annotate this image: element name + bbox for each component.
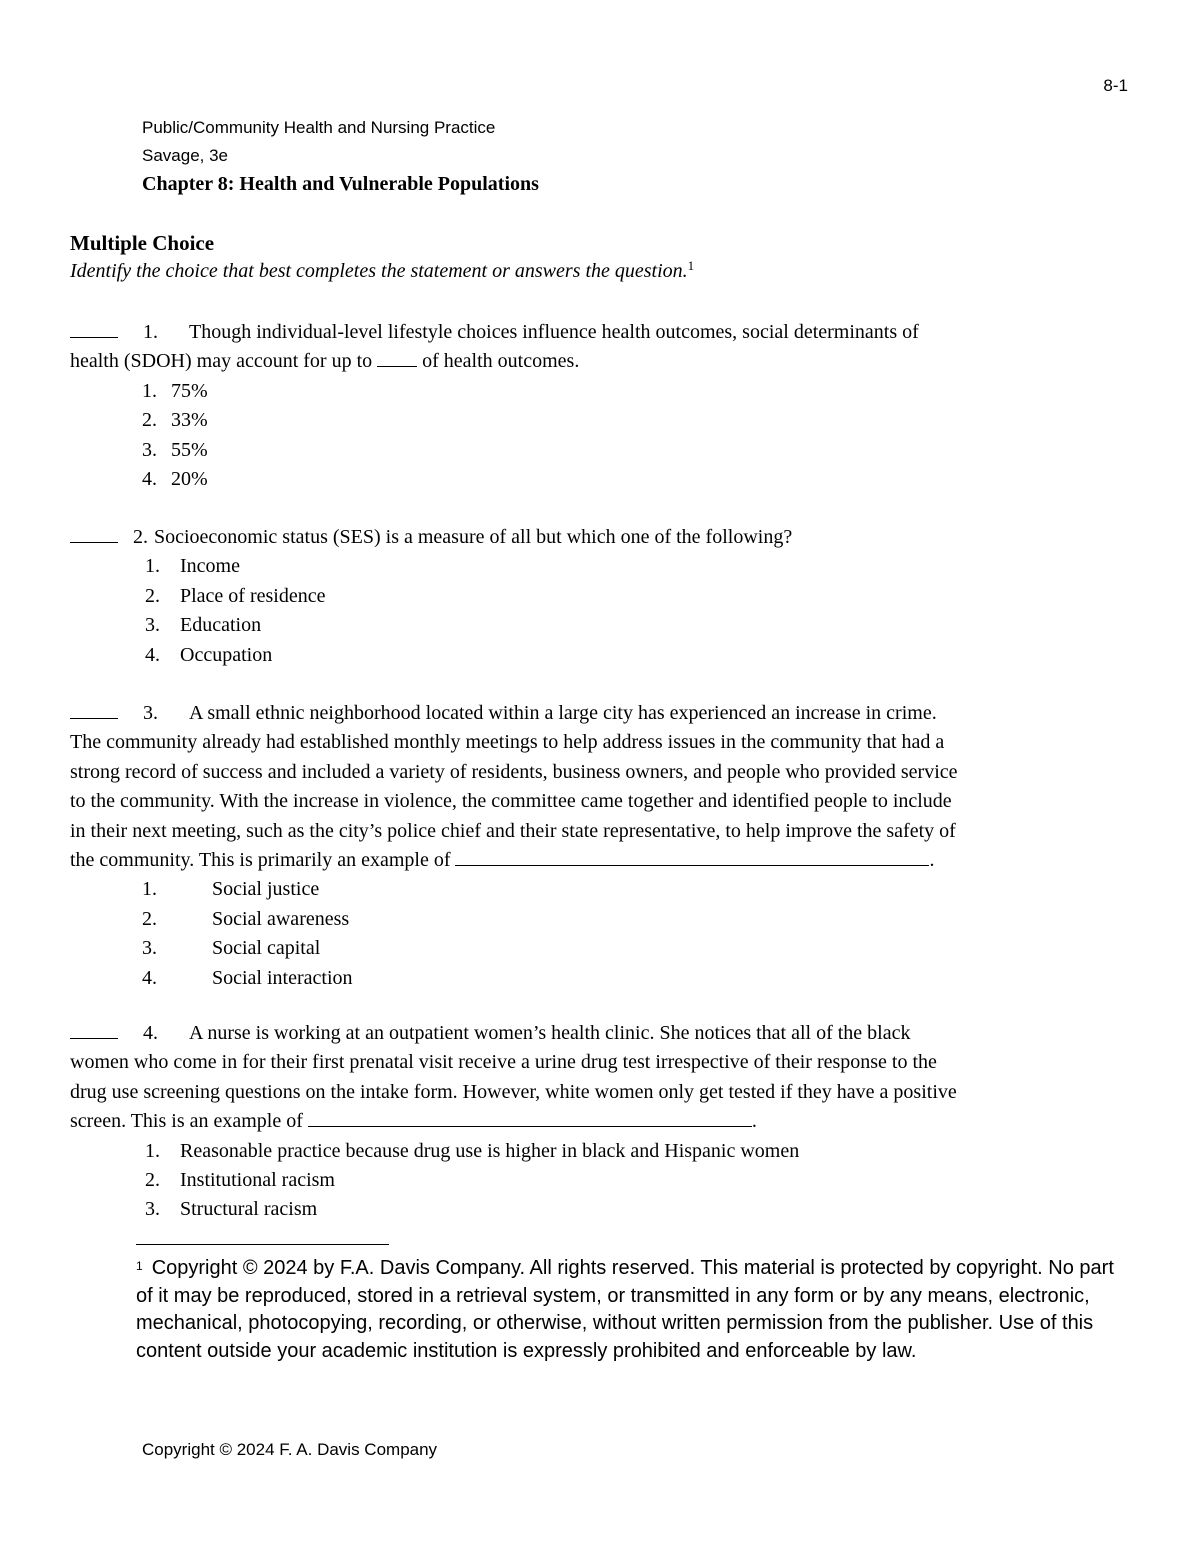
option-list	[70, 875, 1130, 993]
option[interactable]	[70, 964, 1130, 993]
option-text: Structural racism	[180, 1198, 318, 1221]
chapter-title: Chapter 8: Health and Vulnerable Populations	[142, 173, 539, 195]
question-stem: the community. This is primarily an example of	[70, 848, 451, 871]
option-number: 2.	[142, 409, 157, 432]
option-number: 3.	[145, 1198, 160, 1221]
option-text: Institutional racism	[180, 1168, 335, 1191]
option-text: Education	[180, 614, 262, 637]
question-stem: in their next meeting, such as the city’s police chief and their state representative, to help improve the safety of	[70, 819, 956, 842]
option[interactable]	[70, 641, 1130, 670]
course-title: Public/Community Health and Nursing Practice	[142, 118, 496, 137]
answer-blank[interactable]	[70, 1019, 118, 1039]
option-text: Income	[180, 555, 240, 578]
option[interactable]	[70, 582, 1130, 611]
question-number: 4.	[143, 1022, 158, 1044]
option-number: 1.	[142, 878, 157, 901]
option-text: Social justice	[212, 878, 320, 901]
option[interactable]	[70, 1137, 1130, 1166]
question-stem: drug use screening questions on the intake form. However, white women only get tested if they have a positive	[70, 1080, 957, 1103]
option-text: Place of residence	[180, 584, 326, 607]
question-stem: A nurse is working at an outpatient women’s health clinic. She notices that all of the black	[189, 1022, 911, 1044]
section-title: Multiple Choice	[70, 231, 215, 255]
option-list	[70, 1137, 1130, 1225]
question-4	[70, 1019, 1130, 1225]
option[interactable]	[70, 377, 1130, 406]
question-stem: A small ethnic neighborhood located within a large city has experienced an increase in crime.	[189, 702, 937, 724]
option-text: 33%	[171, 409, 208, 432]
question-stem: screen. This is an example of	[70, 1110, 303, 1133]
question-stem: strong record of success and included a variety of residents, business owners, and people who provided service	[70, 760, 958, 783]
answer-blank[interactable]	[70, 318, 118, 338]
question-stem: to the community. With the increase in violence, the committee came together and identified people to include	[70, 790, 952, 813]
option-number: 1.	[145, 1139, 160, 1162]
option[interactable]	[70, 552, 1130, 581]
footnote	[136, 1253, 1126, 1365]
option-number: 3.	[142, 438, 157, 461]
option[interactable]	[70, 905, 1130, 934]
period: .	[929, 848, 935, 871]
option[interactable]	[70, 1166, 1130, 1195]
page-number: 8-1	[1103, 76, 1128, 95]
option-number: 3.	[145, 614, 160, 637]
option[interactable]	[70, 875, 1130, 904]
question-number: 1.	[143, 321, 158, 343]
question-number: 3.	[143, 702, 158, 724]
question-stem: Though individual-level lifestyle choices influence health outcomes, social determinants of	[189, 321, 919, 343]
question-stem: of health outcomes.	[422, 350, 580, 373]
option-number: 4.	[142, 467, 157, 490]
option-text: Social interaction	[212, 966, 353, 989]
page-footer: Copyright © 2024 F. A. Davis Company	[142, 1440, 438, 1459]
option-number: 4.	[145, 643, 160, 666]
footnote-divider	[136, 1244, 389, 1245]
option-text: Social awareness	[212, 907, 350, 930]
option-text: 20%	[171, 467, 208, 490]
edition-label: Savage, 3e	[142, 146, 229, 165]
option-number: 2.	[142, 907, 157, 930]
option-number: 2.	[145, 1168, 160, 1191]
option-number: 1.	[142, 379, 157, 402]
option-text: Reasonable practice because drug use is higher in black and Hispanic women	[180, 1139, 800, 1162]
footnote-ref: 1	[687, 258, 695, 273]
option-number: 2.	[145, 584, 160, 607]
option-number: 3.	[142, 937, 157, 960]
option-list	[70, 377, 1130, 495]
instructions-text: Identify the choice that best completes the statement or answers the question.	[70, 260, 688, 282]
option-list	[70, 552, 1130, 670]
question-stem: health (SDOH) may account for up to	[70, 350, 373, 373]
instructions	[70, 260, 694, 283]
period: .	[751, 1110, 757, 1133]
option[interactable]	[70, 436, 1130, 465]
option-number: 4.	[142, 966, 157, 989]
footnote-text: Copyright © 2024 by F.A. Davis Company. All rights reserved. This material is protected by copyright. No part of it may be reproduced, stored in a retrieval system, or transmitted in any form or by any means, electronic, mechanical, photocopying, recording, or otherwise, without written permission from the publisher. Use of this content outside your academic institution is expressly prohibited and enforceable by law.	[136, 1257, 1114, 1362]
footnote-mark: 1	[136, 1259, 143, 1273]
fill-in-blank[interactable]	[377, 347, 417, 367]
option-text: Occupation	[180, 643, 273, 666]
fill-in-blank[interactable]	[308, 1107, 752, 1127]
question-2	[70, 523, 1130, 670]
answer-blank[interactable]	[70, 523, 118, 543]
question-3	[70, 699, 1130, 993]
fill-in-blank[interactable]	[455, 846, 929, 866]
option-text: 75%	[171, 379, 208, 402]
option[interactable]	[70, 934, 1130, 963]
answer-blank[interactable]	[70, 699, 118, 719]
option-text: Social capital	[212, 937, 321, 960]
option[interactable]	[70, 611, 1130, 640]
option[interactable]	[70, 1195, 1130, 1224]
option[interactable]	[70, 406, 1130, 435]
option-text: 55%	[171, 438, 208, 461]
question-stem: The community already had established monthly meetings to help address issues in the community that had a	[70, 731, 945, 754]
question-stem: Socioeconomic status (SES) is a measure of all but which one of the following?	[154, 526, 793, 548]
question-number: 2.	[133, 526, 148, 548]
question-1	[70, 318, 1130, 494]
option-number: 1.	[145, 555, 160, 578]
question-stem: women who come in for their first prenatal visit receive a urine drug test irrespective of their response to the	[70, 1051, 937, 1074]
option[interactable]	[70, 465, 1130, 494]
